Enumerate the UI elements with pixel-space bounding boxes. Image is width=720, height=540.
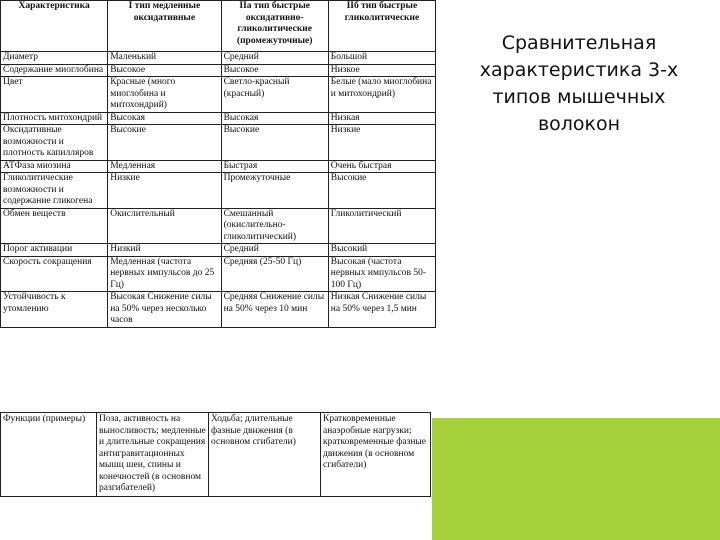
table-cell: Смешанный (окислительно-гликолитический) — [221, 208, 328, 244]
table-cell: Красные (много миоглобина и митохондрий) — [108, 77, 221, 113]
functions-type-2a: Ходьба; длительные фазные движения (в основном сгибатели) — [209, 413, 321, 497]
table-cell: Окислительный — [108, 208, 221, 244]
row-label: Обмен веществ — [1, 208, 108, 244]
fiber-table — [0, 0, 436, 328]
table-cell: Высокие — [221, 125, 328, 161]
table-cell: Низкие — [328, 125, 435, 161]
functions-grid — [0, 412, 431, 497]
table-cell: Низкое — [328, 64, 435, 77]
table-row — [1, 244, 436, 257]
row-label: Гликолитические возможности и содержание гликогена — [1, 173, 108, 209]
table-cell: Средний — [221, 52, 328, 65]
table-cell: Низкая — [328, 112, 435, 125]
row-label: АТФаза миозина — [1, 160, 108, 173]
table-cell: Высокие — [328, 173, 435, 209]
table-cell: Быстрая — [221, 160, 328, 173]
table-cell: Средняя Снижение силы на 50% через 10 мин — [221, 292, 328, 328]
table-cell: Высокий — [328, 244, 435, 257]
header-characteristic: Характеристика — [1, 1, 108, 52]
table-cell: Маленький — [108, 52, 221, 65]
table-cell: Высокая (частота нервных импульсов 50-100 Гц) — [328, 256, 435, 292]
row-label: Скорость сокращения — [1, 256, 108, 292]
table-cell: Средний — [221, 244, 328, 257]
table-cell: Низкая Снижение силы на 50% через 1,5 мин — [328, 292, 435, 328]
row-label: Цвет — [1, 77, 108, 113]
header-type-2b: IIб тип быстрые гликолитические — [328, 1, 435, 52]
slide-title: Сравнительная характеристика 3-х типов мышечных волокон — [479, 32, 679, 135]
table-row — [1, 125, 436, 161]
comparison-table — [0, 0, 438, 418]
table-row — [1, 112, 436, 125]
table-row — [1, 52, 436, 65]
table-cell: Низкий — [108, 244, 221, 257]
table-row — [1, 160, 436, 173]
table-cell: Светло-красный (красный) — [221, 77, 328, 113]
table-row — [1, 173, 436, 209]
functions-type-2b: Кратковременные анаэробные нагрузки; кратковременные фазные движения (в основном сгибатели) — [321, 413, 431, 497]
table-row — [1, 256, 436, 292]
table-cell: Средняя (25-50 Гц) — [221, 256, 328, 292]
table-cell: Высокая — [221, 112, 328, 125]
row-label: Оксидативные возможности и плотность капилляров — [1, 125, 108, 161]
table-row — [1, 292, 436, 328]
row-label: Плотность митохондрий — [1, 112, 108, 125]
table-row — [1, 64, 436, 77]
table-cell: Высокое — [108, 64, 221, 77]
table-cell: Высокое — [221, 64, 328, 77]
table-header-row — [1, 1, 436, 52]
table-cell: Белые (мало миоглобина и митохондрий) — [328, 77, 435, 113]
table-cell: Гликолитический — [328, 208, 435, 244]
table-cell: Высокая — [108, 112, 221, 125]
table-row — [1, 413, 431, 497]
functions-table — [0, 412, 432, 540]
functions-type-1: Поза, активность на выносливость; медленные и длительные сокращения антигравитационных мышц шеи, спины и конечностей (в основном разгибателей) — [97, 413, 209, 497]
header-type-1: I тип медленные оксидативные — [108, 1, 221, 52]
table-row — [1, 77, 436, 113]
table-cell: Низкие — [108, 173, 221, 209]
table-cell: Медленная (частота нервных импульсов до 25 Гц) — [108, 256, 221, 292]
table-cell: Промежуточные — [221, 173, 328, 209]
row-label: Диаметр — [1, 52, 108, 65]
table-row — [1, 208, 436, 244]
table-cell: Высокая Снижение силы на 50% через несколько часов — [108, 292, 221, 328]
row-label: Устойчивость к утомлению — [1, 292, 108, 328]
header-type-2a: IIа тип быстрые оксидативно-гликолитические (промежуточные) — [221, 1, 328, 52]
row-label: Порог активации — [1, 244, 108, 257]
table-cell: Высокие — [108, 125, 221, 161]
table-cell: Медленная — [108, 160, 221, 173]
functions-label: Функции (примеры) — [1, 413, 97, 497]
table-cell: Очень быстрая — [328, 160, 435, 173]
table-cell: Большой — [328, 52, 435, 65]
row-label: Содержание миоглобина — [1, 64, 108, 77]
